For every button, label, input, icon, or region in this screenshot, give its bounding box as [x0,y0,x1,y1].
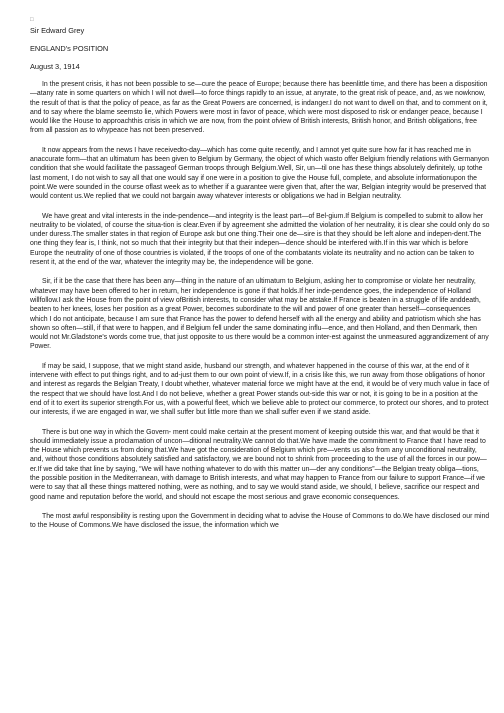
document-body [30,80,490,530]
paragraph: If may be said, I suppose, that we might stand aside, husband our strength, and whatever happened in the course of this war, at the end of it intervene with effect to put things right, and to ad-just them to our own point of view.If, in a crisis like this, we run away from those obligations of honor and interest as regards the Belgian Treaty, I doubt whether, whatever material force we might have at the end, it would be of very much value in face of the respect that we should have lost.And I do not believe, whether a great Power stands out-side this war or not, it is going to be in a position at the end of it to exert its superior strength.For us, with a powerful fleet, which we believe able to protect our commerce, to protect our shores, and to protect our interests, if we are engaged in war, we shall suffer but little more than we shall suffer even if we stand aside. [30,362,490,417]
page-marker: □ [30,17,34,23]
paragraph: There is but one way in which the Govern- ment could make certain at the present moment of keeping outside this war, and that would be that it should immediately issue a proclamation of uncon—ditional neutrality.We cannot do that.We have made the commitment to France that I have read to the House which prevents us from doing that.We have got the consideration of Belgium which pre—vents us also from any unconditional neutrality, and, without those conditions absolutely satisfied and satisfactory, we are bound not to shrink from proceeding to the use of all the forces in our pow—er.If we did take that line by saying, “We will have nothing whatever to do with this matter un—der any conditions”—the Belgian treaty obliga—tions, the possible position in the Mediterranean, with damage to British interests, and what may happen to France from our failure to support France—if we were to say that all these things mattered nothing, were as nothing, and to say we would stand aside, we should, I believe, sacrifice our respect and good name and reputation before the world, and should not escape the most serious and grave economic consequences. [30,428,487,501]
document-date: August 3, 1914 [30,62,80,71]
document-title: ENGLAND's POSITION [30,44,109,53]
paragraph: It now appears from the news I have receivedto-day—which has come quite recently, and I amnot yet quite sure how far it has reached me in anaccurate form—that an ultimatum has been given to Belgium by Germany, the object of which wasto offer Belgium friendly relations with Germanyon condition that she would facilitate the passageof German troops through Belgium.Well, Sir, un—til one has these things absolutely definitely, up tothe last moment, I do not wish to say all that one would say if one were in a position to give the House full, complete, and absolute informationupon the point.We were sounded in the course oflast week as to whether if a guarantee were given that, after the war, Belgian integrity would be preserved that would content us.We replied that we could not bargain away whatever interests or obligations we had in Belgian neutrality. [30,146,489,201]
paragraph: The most awful responsibility is resting upon the Government in deciding what to advise the House of Commons to do.We have disclosed our mind to the House of Commons.We have disclosed the issue, the information which we [30,512,490,530]
paragraph: In the present crisis, it has not been possible to se—cure the peace of Europe; because there has beenlittle time, and there has been a disposition—atany rate in some quarters on which I will not dwell—to force things rapidly to an issue, at anyrate, to the great risk of peace, and, as we nowknow, the result of that is that the policy of peace, as far as the Great Powers are concerned, is indanger.I do not want to dwell on that, and to comment on it, and to say where the blame seemsto lie, which Powers were most in favor of peace, which were most disposed to risk or endanger peace, because I would like the House to approachthis crisis in which we are now, from the point ofview of British interests, British honor, and British obligations, free from all passion as to whypeace has not been preserved. [30,81,488,135]
author-name: Sir Edward Grey [30,26,85,35]
paragraph: Sir, if it be the case that there has been any—thing in the nature of an ultimatum to Belgium, asking her to compromise or violate her neutrality, whatever may have been offered to her in return, her independence is gone if that holds.If her inde-pendence goes, the independence of Holland willfollow.I ask the House from the point of view ofBritish interests, to consider what may be atstake.If France is beaten in a struggle of life anddeath, beaten to her knees, loses her position as a great Power, becomes subordinate to the will and power of one greater than herself—consequences which I do not anticipate, because I am sure that France has the power to defend herself with all the energy and ability and patriotism which she has shown so often—still, if that were to happen, and if Belgium fell under the same dominating influ—ence, and then Holland, and then Denmark, then would not Mr.Gladstone's words come true, that just opposite to us there would be a common inter-est against the unmeasured aggrandizement of any Power. [30,278,489,351]
paragraph: We have great and vital interests in the inde-pendence—and integrity is the least part—of Bel-gium.If Belgium is compelled to submit to allow her neutrality to be violated, of course the situa-tion is clear.Even if by agreement she admitted the violation of her neutrality, it is clear she could only do so under duress.The smaller states in that region of Europe ask but one thing.Their one de—sire is that they should be left alone and indepen-dent.The one thing they fear is, I think, not so much that their integrity but that their indepen—dence should be interfered with.If in this war which is before Europe the neutrality of one of those countries is violated, if the troops of one of the combatants violate its neutrality and no action can be taken to resent it, at the end of the war, whatever the integrity may be, the independence will be gone. [30,212,490,267]
document-page [30,14,490,540]
